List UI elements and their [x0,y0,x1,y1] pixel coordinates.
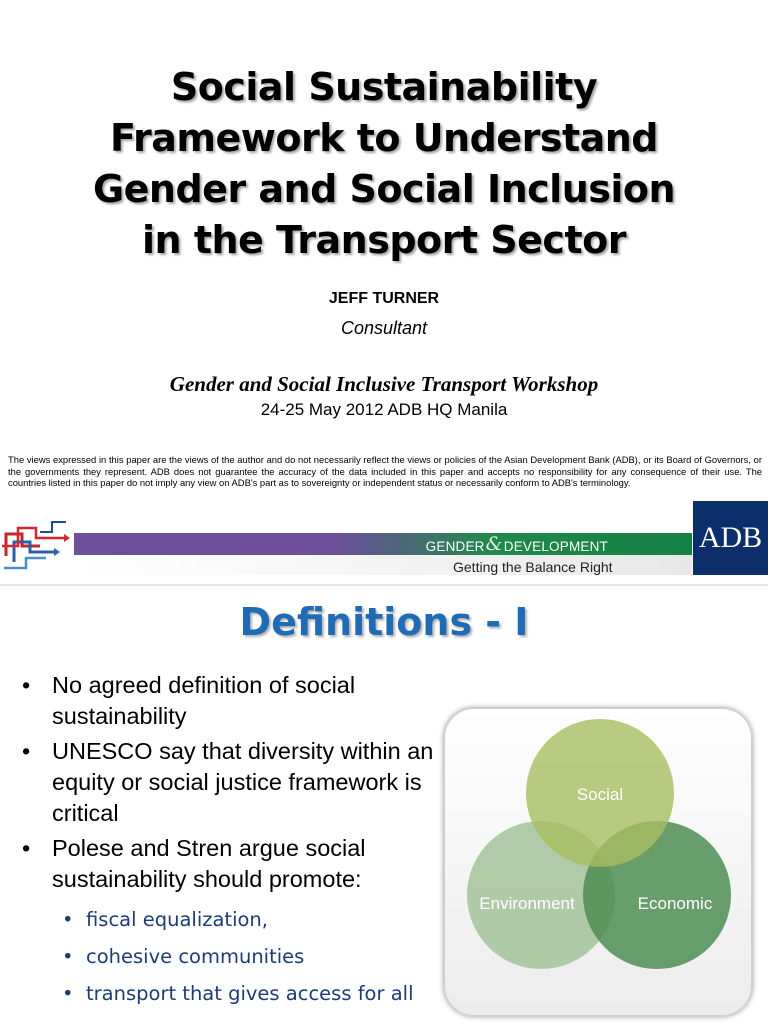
venn-label-economic: Economic [637,894,713,913]
slide-title [0,62,768,266]
event-dateline: 24-25 May 2012 ADB HQ Manila [260,400,508,419]
bullet-dot: • [22,672,31,698]
sub-bullet-dot: • [62,945,74,968]
bullet-text: Polese and Stren argue social sustainability should promote: [52,835,366,892]
title-line-3: Gender and Social Inclusion [92,167,676,211]
sub-bullet-item [20,905,450,934]
sub-bullet-item [20,979,450,1008]
sub-bullet-text: transport that gives access for all [86,982,414,1005]
bullet-item [20,670,450,732]
bullet-text: UNESCO say that diversity within an equity or social justice framework is critical [52,738,434,826]
author-role: Consultant [340,318,428,338]
bullet-text: No agreed definition of social sustainability [52,672,356,729]
sub-bullet-item [20,942,450,971]
sub-bullet-dot: • [62,908,74,931]
banner-ampersand: & [485,533,503,555]
sub-bullet-dot: • [62,982,74,1005]
sub-bullet-text: fiscal equalization, [86,908,268,931]
venn-diagram [445,709,751,1015]
venn-label-social: Social [576,785,624,804]
disclaimer-text: The views expressed in this paper are the views of the author and do not necessarily reflect the views or policies of the Asian Development Bank (ADB), or its Board of Governors, or the governments they represent. ADB does not guarantee the accuracy of the data included in this paper and accepts no responsibility for any consequence of their use. The countries listed in this paper do not imply any view on ADB's part as to sovereignty or independent status or necessarily conform to ADB's terminology. [8,454,762,488]
adb-logo: ADB [693,501,768,575]
definitions-slide [0,586,768,1024]
bullet-dot: • [22,835,31,861]
sub-bullet-text: cohesive communities [86,945,305,968]
workshop-name: Gender and Social Inclusive Transport Workshop [169,372,599,396]
banner-development-text: DEVELOPMENT [503,538,608,554]
bullet-item [20,833,450,895]
author-name: JEFF TURNER [328,290,440,307]
definitions-title: Definitions - I [239,600,529,644]
title-line-2: Framework to Understand [109,116,659,160]
title-line-4: in the Transport Sector [142,218,626,262]
bullet-dot: • [22,738,31,764]
bullet-list [20,670,450,1016]
title-line-1: Social Sustainability [170,65,598,109]
venn-label-environment: Environment [479,894,575,913]
bullet-item [20,736,450,829]
venn-diagram-panel [444,708,752,1016]
banner-gender-text: GENDER [425,538,485,554]
gender-development-banner [74,533,692,555]
transport-routes-icon [0,512,72,574]
banner-tagline: Getting the Balance Right [453,559,613,575]
